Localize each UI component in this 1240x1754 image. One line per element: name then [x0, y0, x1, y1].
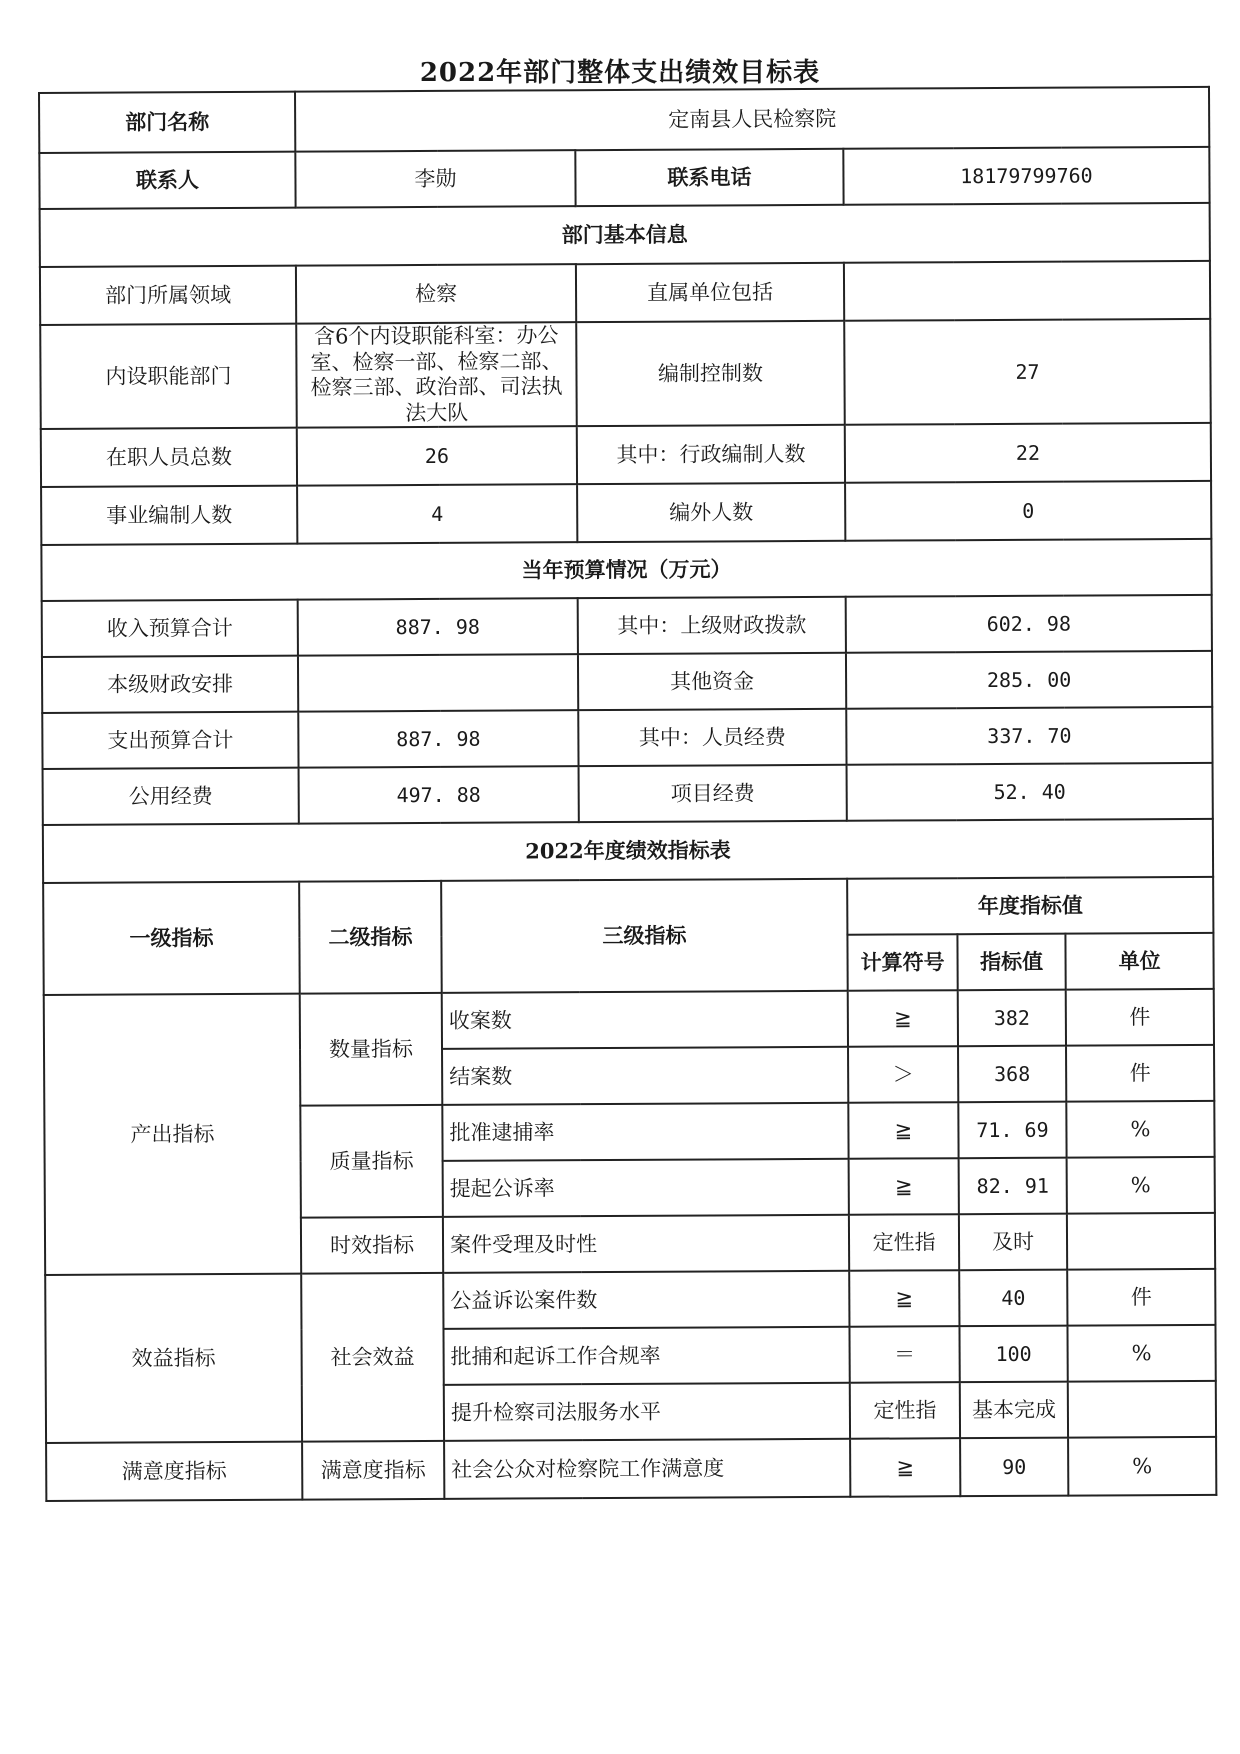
- indicator-unit: %: [1067, 1157, 1215, 1214]
- benefit-indicator-label: 效益指标: [45, 1274, 302, 1443]
- table-row: [46, 1437, 1216, 1501]
- target-table: [38, 86, 1217, 1503]
- indicator-name: 案件受理及时性: [443, 1215, 849, 1273]
- table-row: [39, 147, 1209, 209]
- indicator-name: 结案数: [442, 1047, 848, 1105]
- satisfaction-sub-label: 满意度指标: [302, 1441, 444, 1500]
- subunits-value: [844, 261, 1210, 321]
- indicator-name: 批准逮捕率: [442, 1103, 848, 1161]
- indicator-name: 公益诉讼案件数: [443, 1271, 849, 1329]
- header-symbol: 计算符号: [847, 935, 957, 992]
- extra-staff-label: 编外人数: [577, 483, 845, 542]
- quota-label: 编制控制数: [576, 321, 845, 427]
- local-allocation-value: [298, 655, 578, 712]
- extra-staff-value: 0: [845, 481, 1211, 541]
- section-budget: 当年预算情况（万元）: [41, 539, 1211, 601]
- indicator-value: 71. 69: [958, 1102, 1066, 1159]
- indicator-name: 社会公众对检察院工作满意度: [444, 1439, 850, 1499]
- indicator-symbol: 定性指: [850, 1383, 960, 1440]
- admin-staff-label: 其中：行政编制人数: [577, 425, 845, 484]
- quota-value: 27: [844, 319, 1211, 425]
- indicator-name: 提起公诉率: [443, 1159, 849, 1217]
- internal-depts-value: 含6个内设职能科室：办公室、检察一部、检察二部、检察三部、政治部、司法执法大队: [296, 322, 577, 428]
- public-cost-label: 公用经费: [43, 768, 299, 825]
- performance-target-sheet: [38, 86, 1215, 1503]
- table-row: [40, 319, 1211, 430]
- table-row: [43, 819, 1213, 883]
- income-total-value: 887. 98: [298, 599, 578, 656]
- section-performance: 2022年度绩效指标表: [43, 819, 1213, 883]
- contact-value: 李勋: [295, 150, 575, 207]
- project-cost-value: 52. 40: [847, 763, 1213, 821]
- header-annual-value: 年度指标值: [847, 877, 1213, 935]
- indicator-symbol: ≧: [849, 1159, 959, 1216]
- table-row: [42, 595, 1212, 657]
- satisfaction-indicator-label: 满意度指标: [46, 1442, 302, 1501]
- phone-label: 联系电话: [575, 149, 843, 206]
- domain-value: 检察: [296, 264, 576, 323]
- header-level1: 一级指标: [43, 882, 300, 995]
- personnel-cost-value: 337. 70: [846, 707, 1212, 765]
- expense-total-label: 支出预算合计: [42, 712, 298, 769]
- indicator-unit: 件: [1066, 1045, 1214, 1102]
- section-basic-info: 部门基本信息: [40, 203, 1210, 267]
- quality-indicator-label: 质量指标: [300, 1105, 443, 1218]
- other-funds-value: 285. 00: [846, 651, 1212, 709]
- indicator-symbol: ≧: [848, 1103, 958, 1160]
- phone-value: 18179799760: [843, 147, 1209, 205]
- indicator-unit: %: [1066, 1101, 1214, 1158]
- career-staff-label: 事业编制人数: [41, 486, 297, 545]
- header-value: 指标值: [957, 934, 1065, 991]
- indicator-unit: 件: [1067, 1269, 1215, 1326]
- indicator-symbol: ≧: [848, 991, 958, 1048]
- career-staff-value: 4: [297, 485, 577, 544]
- indicator-value: 及时: [959, 1214, 1067, 1271]
- dept-name-label: 部门名称: [39, 92, 295, 153]
- indicator-value: 82. 91: [959, 1158, 1067, 1215]
- quantity-indicator-label: 数量指标: [300, 993, 443, 1106]
- indicator-value: 40: [959, 1270, 1067, 1327]
- admin-staff-value: 22: [845, 423, 1211, 483]
- header-level2: 二级指标: [299, 881, 442, 994]
- timeliness-indicator-label: 时效指标: [301, 1217, 443, 1274]
- table-row: [42, 651, 1212, 713]
- indicator-symbol: ≧: [850, 1439, 960, 1498]
- indicator-unit: %: [1067, 1325, 1215, 1382]
- staff-total-label: 在职人员总数: [41, 428, 297, 487]
- personnel-cost-label: 其中：人员经费: [578, 709, 846, 766]
- output-indicator-label: 产出指标: [44, 994, 301, 1275]
- income-total-label: 收入预算合计: [42, 600, 298, 657]
- header-unit: 单位: [1065, 933, 1213, 990]
- subunits-label: 直属单位包括: [576, 263, 844, 322]
- table-row: [41, 423, 1211, 487]
- table-row: [41, 539, 1211, 601]
- indicator-symbol: ＝: [849, 1327, 959, 1384]
- table-row: [45, 1269, 1215, 1331]
- expense-total-value: 887. 98: [298, 711, 578, 768]
- indicator-name: 批捕和起诉工作合规率: [443, 1327, 849, 1385]
- domain-label: 部门所属领域: [40, 266, 296, 325]
- indicator-value: 90: [960, 1438, 1068, 1497]
- table-row: [44, 989, 1214, 1051]
- table-row: [40, 203, 1210, 267]
- staff-total-value: 26: [297, 427, 577, 486]
- indicator-value: 基本完成: [960, 1382, 1068, 1439]
- indicator-symbol: ≧: [849, 1271, 959, 1328]
- indicator-symbol: ＞: [848, 1047, 958, 1104]
- indicator-symbol: 定性指: [849, 1215, 959, 1272]
- table-row: [42, 707, 1212, 769]
- indicator-value: 382: [958, 990, 1066, 1047]
- public-cost-value: 497. 88: [299, 767, 579, 824]
- indicator-unit: %: [1068, 1437, 1216, 1496]
- local-allocation-label: 本级财政安排: [42, 656, 298, 713]
- table-row: [40, 261, 1210, 325]
- upper-allocation-value: 602. 98: [846, 595, 1212, 653]
- internal-depts-label: 内设职能部门: [40, 324, 297, 430]
- table-row: [43, 877, 1213, 939]
- indicator-unit: 件: [1066, 989, 1214, 1046]
- project-cost-label: 项目经费: [579, 765, 847, 822]
- indicator-unit: [1067, 1213, 1215, 1270]
- social-benefit-label: 社会效益: [301, 1273, 444, 1442]
- header-level3: 三级指标: [441, 879, 848, 993]
- table-row: [41, 481, 1211, 545]
- page-title: 2022年部门整体支出绩效目标表: [419, 58, 821, 88]
- table-row: [39, 87, 1209, 153]
- upper-allocation-label: 其中：上级财政拨款: [578, 597, 846, 654]
- other-funds-label: 其他资金: [578, 653, 846, 710]
- indicator-name: 提升检察司法服务水平: [444, 1383, 850, 1441]
- contact-label: 联系人: [39, 152, 295, 209]
- indicator-value: 100: [959, 1326, 1067, 1383]
- indicator-name: 收案数: [442, 991, 848, 1049]
- table-row: [43, 763, 1213, 825]
- indicator-unit: [1068, 1381, 1216, 1438]
- indicator-value: 368: [958, 1046, 1066, 1103]
- dept-name-value: 定南县人民检察院: [295, 87, 1209, 152]
